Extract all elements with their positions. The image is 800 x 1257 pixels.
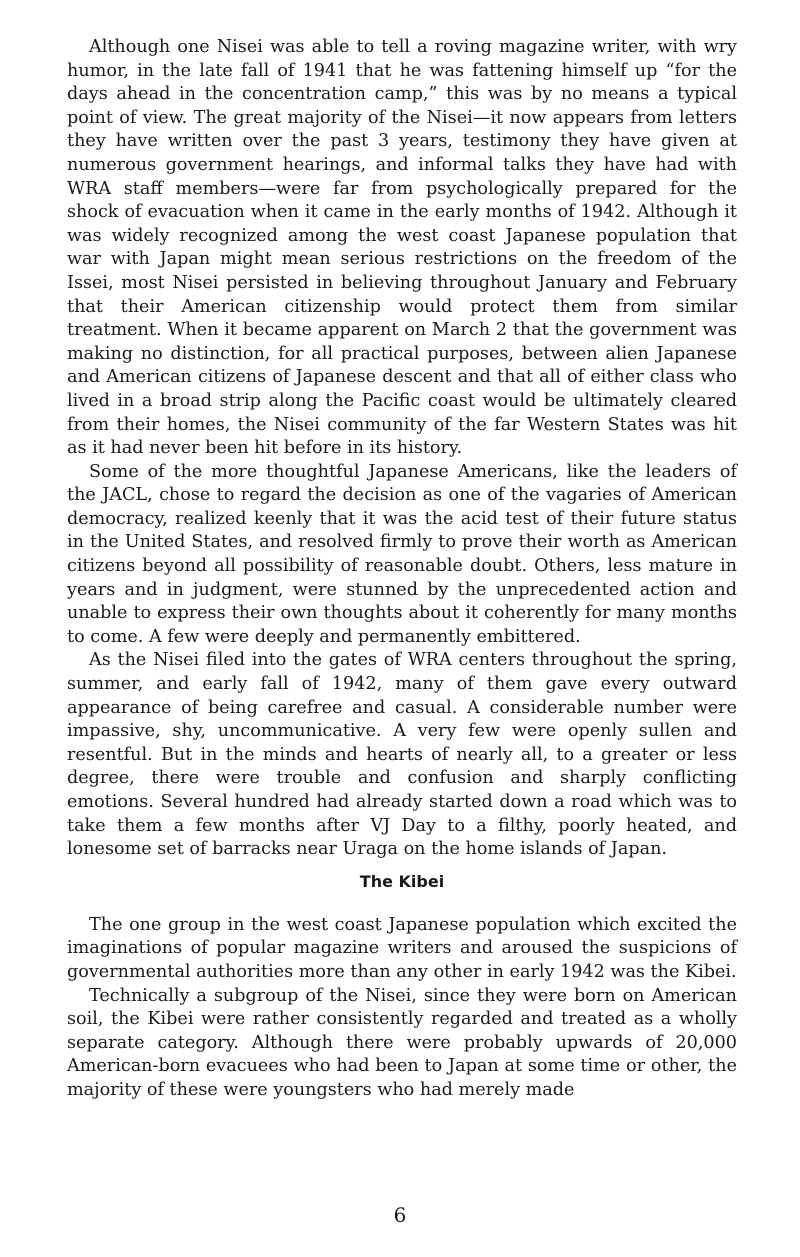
paragraph-nisei-reaction: Although one Nisei was able to tell a roving magazine writer, with wry humor, in the late fall of 1941 that he was fattening himself up “for the days ahead in the concentration camp,” this was by no means a typical point of view. The great majority of the Nisei—it now appears from letters they have written over the past 3 years, testimony they have given at numerous government hearings, and informal talks they have had with WRA staff members—were far from psychologically prepared for the shock of evacuation when it came in the early months of 1942. Although it was widely recognized among the west coast Japanese population that war with Japan might mean serious restrictions on the freedom of the Issei, most Nisei persisted in believing throughout January and February that their American citizenship would protect them from similar treatment. When it became apparent on March 2 that the government was making no distinction, for all practical purposes, between alien Japanese and American citizens of Japanese descent and that all of either class who lived in a broad strip along the Pacific coast would be ultimately cleared from their homes, the Nisei community of the far Western States was hit as it had never been hit before in its history.	[67, 37, 737, 459]
paragraph-thoughtful-japanese-americans: Some of the more thoughtful Japanese Americans, like the leaders of the JACL, chose to regard the decision as one of the vagaries of American democracy, realized keenly that it was the acid test of their future status in the United States, and resolved firmly to prove their worth as American citizens beyond all possibility of reasonable doubt. Others, less mature in years and in judgment, were stunned by the unprecedented action and unable to express their own thoughts about it coherently for many months to come. A few were deeply and permanently embittered.	[67, 461, 737, 647]
page-number: 6	[393, 1203, 407, 1227]
paragraph-kibei-subgroup: Technically a subgroup of the Nisei, since they were born on American soil, the Kibei were rather consistently regarded and treated as a wholly separate category. Although there were probably upwards of 20,000 American-born evacuees who had been to Japan at some time or other, the majority of these were youngsters who had merely made	[67, 985, 737, 1100]
section-heading: The Kibei	[359, 871, 445, 891]
paragraph-nisei-centers: As the Nisei filed into the gates of WRA centers throughout the spring, summer, and early fall of 1942, many of them gave every outward appearance of being carefree and casual. A considerable number were impassive, shy, uncommunicative. A very few were openly sullen and resentful. But in the minds and hearts of nearly all, to a greater or less degree, there were trouble and confusion and sharply conflicting emotions. Several hundred had already started down a road which was to take them a few months after VJ Day to a filthy, poorly heated, and lonesome set of barracks near Uraga on the home islands of Japan.	[67, 650, 737, 860]
paragraph-kibei-intro: The one group in the west coast Japanese population which excited the imaginations of popular magazine writers and aroused the suspicions of governmental authorities more than any other in early 1942 was the Kibei.	[67, 914, 737, 982]
page-body	[67, 36, 737, 1103]
